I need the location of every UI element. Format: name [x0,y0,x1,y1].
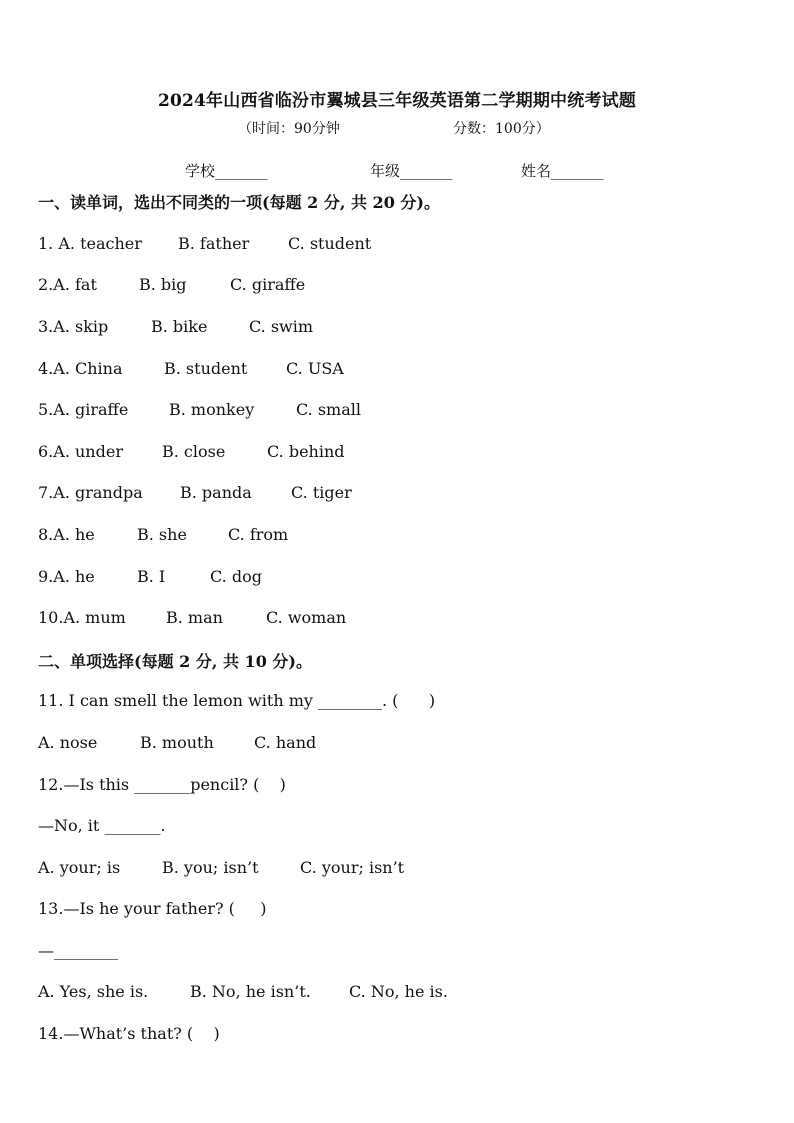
question-13-option-b: B. No, he isn’t. [190,982,311,1001]
school-field: 学校_______ [185,162,268,180]
question-11-option-c: C. hand [254,733,317,752]
question-12-reply: —No, it _______. [38,816,166,835]
question-5-option-c: C. small [296,400,361,419]
question-13-option-c: C. No, he is. [349,982,448,1001]
question-7-option-a: 7.A. grandpa [38,483,143,502]
name-field: 姓名_______ [521,162,604,180]
question-3-option-a: 3.A. skip [38,317,109,336]
question-8-option-b: B. she [137,525,187,544]
question-5-option-b: B. monkey [169,400,255,419]
question-9-option-c: C. dog [210,567,262,586]
question-11-stem: 11. I can smell the lemon with my ________. ( ) [38,691,436,710]
section-1-heading: 一、读单词，选出不同类的一项(每题 2 分, 共 20 分)。 [38,193,440,212]
question-9-option-b: B. I [137,567,166,586]
question-1-option-c: C. student [288,234,372,253]
question-10-option-b: B. man [166,608,223,627]
section-2-heading: 二、单项选择(每题 2 分, 共 10 分)。 [38,652,312,671]
exam-title: 2024年山西省临汾市翼城县三年级英语第二学期期中统考试题 [157,91,637,111]
question-13-stem: 13.—Is he your father? ( ) [38,899,267,918]
question-11-option-a: A. nose [38,733,98,752]
question-12-option-a: A. your; is [38,858,121,877]
question-6-option-c: C. behind [267,442,345,461]
question-1-option-a: 1. A. teacher [38,234,142,253]
question-4-option-a: 4.A. China [38,359,123,378]
question-13-option-a: A. Yes, she is. [38,982,149,1001]
question-8-option-a: 8.A. he [38,525,95,544]
question-13-reply: —________ [38,941,118,960]
question-4-option-c: C. USA [286,359,344,378]
question-10-option-c: C. woman [266,608,347,627]
question-14-stem: 14.—What’s that? ( ) [38,1024,220,1043]
question-2-option-b: B. big [139,275,187,294]
question-12-stem: 12.—Is this _______pencil? ( ) [38,775,286,794]
question-4-option-b: B. student [164,359,248,378]
exam-score: 分数：100分） [453,121,550,137]
question-7-option-b: B. panda [180,483,252,502]
question-10-option-a: 10.A. mum [38,608,126,627]
question-2-option-c: C. giraffe [230,275,306,294]
question-6-option-a: 6.A. under [38,442,123,461]
question-3-option-b: B. bike [151,317,208,336]
question-12-option-c: C. your; isn’t [300,858,405,877]
question-7-option-c: C. tiger [291,483,352,502]
question-11-option-b: B. mouth [140,733,214,752]
question-5-option-a: 5.A. giraffe [38,400,129,419]
question-12-option-b: B. you; isn’t [162,858,259,877]
question-2-option-a: 2.A. fat [38,275,97,294]
question-3-option-c: C. swim [249,317,314,336]
question-9-option-a: 9.A. he [38,567,95,586]
grade-field: 年级_______ [370,162,453,180]
question-6-option-b: B. close [162,442,226,461]
question-8-option-c: C. from [228,525,289,544]
exam-time: （时间：90分钟 [238,121,340,137]
question-1-option-b: B. father [178,234,250,253]
